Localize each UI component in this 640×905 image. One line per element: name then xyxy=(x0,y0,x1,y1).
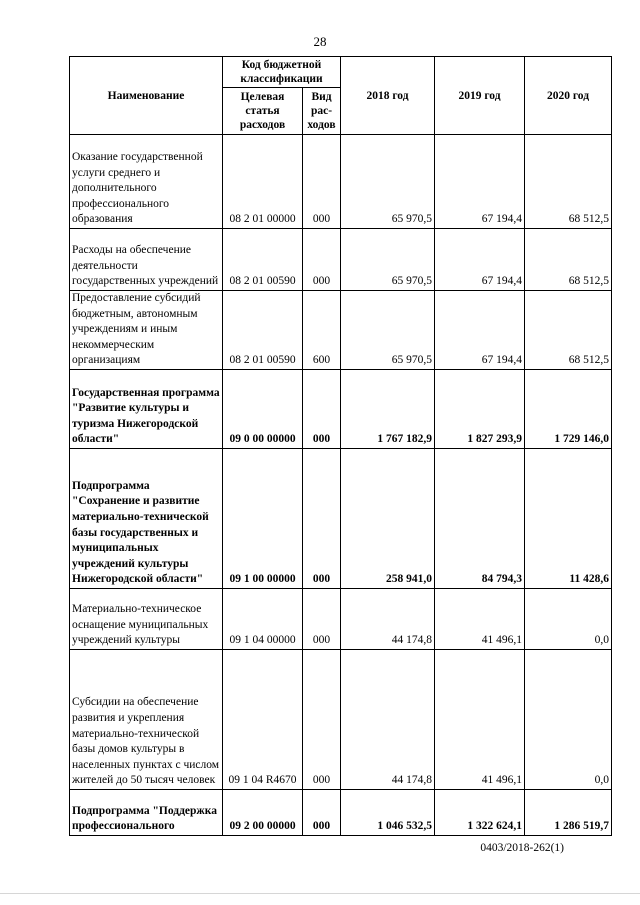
row-value-2020: 1 286 519,7 xyxy=(525,790,612,836)
row-type: 000 xyxy=(303,449,341,589)
row-name: Государственная программа "Развитие культуры и туризма Нижегородской области" xyxy=(70,370,223,449)
header-expense-type: Вид рас-ходов xyxy=(303,88,341,135)
row-value-2020: 68 512,5 xyxy=(525,229,612,291)
table-row xyxy=(70,135,612,229)
table-row xyxy=(70,370,612,449)
table-row xyxy=(70,291,612,370)
scan-edge-line xyxy=(0,893,640,894)
table-row xyxy=(70,229,612,291)
header-year-2019: 2019 год xyxy=(435,57,525,135)
row-type: 000 xyxy=(303,790,341,836)
row-value-2018: 65 970,5 xyxy=(341,135,435,229)
row-value-2019: 1 322 624,1 xyxy=(435,790,525,836)
row-name: Подпрограмма "Поддержка профессионального xyxy=(70,790,223,836)
row-value-2018: 44 174,8 xyxy=(341,589,435,650)
row-value-2020: 0,0 xyxy=(525,589,612,650)
table-header xyxy=(70,57,612,135)
row-name: Субсидии на обеспечение развития и укрепления материально-технической базы домов культуры в населенных пунктах с числом жителей до 50 тысяч человек xyxy=(70,650,223,790)
header-target-article: Целевая статья расходов xyxy=(223,88,303,135)
row-value-2018: 44 174,8 xyxy=(341,650,435,790)
row-value-2020: 0,0 xyxy=(525,650,612,790)
row-value-2018: 65 970,5 xyxy=(341,229,435,291)
row-type: 000 xyxy=(303,135,341,229)
row-code: 09 1 04 00000 xyxy=(223,589,303,650)
row-type: 000 xyxy=(303,650,341,790)
row-type: 000 xyxy=(303,370,341,449)
row-value-2020: 11 428,6 xyxy=(525,449,612,589)
table-row xyxy=(70,790,612,836)
row-value-2020: 68 512,5 xyxy=(525,135,612,229)
row-name: Материально-техническое оснащение муниципальных учреждений культуры xyxy=(70,589,223,650)
row-value-2018: 65 970,5 xyxy=(341,291,435,370)
document-code: 0403/2018-262(1) xyxy=(480,842,564,854)
row-code: 09 1 00 00000 xyxy=(223,449,303,589)
row-value-2019: 67 194,4 xyxy=(435,229,525,291)
row-type: 600 xyxy=(303,291,341,370)
row-code: 09 0 00 00000 xyxy=(223,370,303,449)
row-value-2019: 84 794,3 xyxy=(435,449,525,589)
header-code-group: Код бюджетной классификации xyxy=(223,57,341,88)
header-name: Наименование xyxy=(70,57,223,135)
table-row xyxy=(70,650,612,790)
header-year-2020: 2020 год xyxy=(525,57,612,135)
row-value-2019: 1 827 293,9 xyxy=(435,370,525,449)
row-name: Расходы на обеспечение деятельности государственных учреждений xyxy=(70,229,223,291)
row-name: Подпрограмма "Сохранение и развитие материально-технической базы государственных и муниципальных учреждений культуры Нижегородской области" xyxy=(70,449,223,589)
row-value-2019: 67 194,4 xyxy=(435,135,525,229)
table-row xyxy=(70,589,612,650)
header-year-2018: 2018 год xyxy=(341,57,435,135)
row-code: 08 2 01 00590 xyxy=(223,291,303,370)
row-value-2019: 41 496,1 xyxy=(435,650,525,790)
row-type: 000 xyxy=(303,589,341,650)
row-code: 08 2 01 00000 xyxy=(223,135,303,229)
row-name: Оказание государственной услуги среднего и дополнительного профессионального образования xyxy=(70,135,223,229)
table-body xyxy=(70,135,612,836)
row-value-2018: 258 941,0 xyxy=(341,449,435,589)
page-number: 28 xyxy=(313,34,327,49)
row-value-2019: 67 194,4 xyxy=(435,291,525,370)
row-value-2020: 68 512,5 xyxy=(525,291,612,370)
row-value-2018: 1 767 182,9 xyxy=(341,370,435,449)
budget-table xyxy=(69,56,612,836)
row-type: 000 xyxy=(303,229,341,291)
row-code: 09 1 04 R4670 xyxy=(223,650,303,790)
row-value-2020: 1 729 146,0 xyxy=(525,370,612,449)
row-code: 09 2 00 00000 xyxy=(223,790,303,836)
row-code: 08 2 01 00590 xyxy=(223,229,303,291)
row-name: Предоставление субсидий бюджетным, автономным учреждениям и иным некоммерческим организациям xyxy=(70,291,223,370)
table-row xyxy=(70,449,612,589)
row-value-2019: 41 496,1 xyxy=(435,589,525,650)
row-value-2018: 1 046 532,5 xyxy=(341,790,435,836)
